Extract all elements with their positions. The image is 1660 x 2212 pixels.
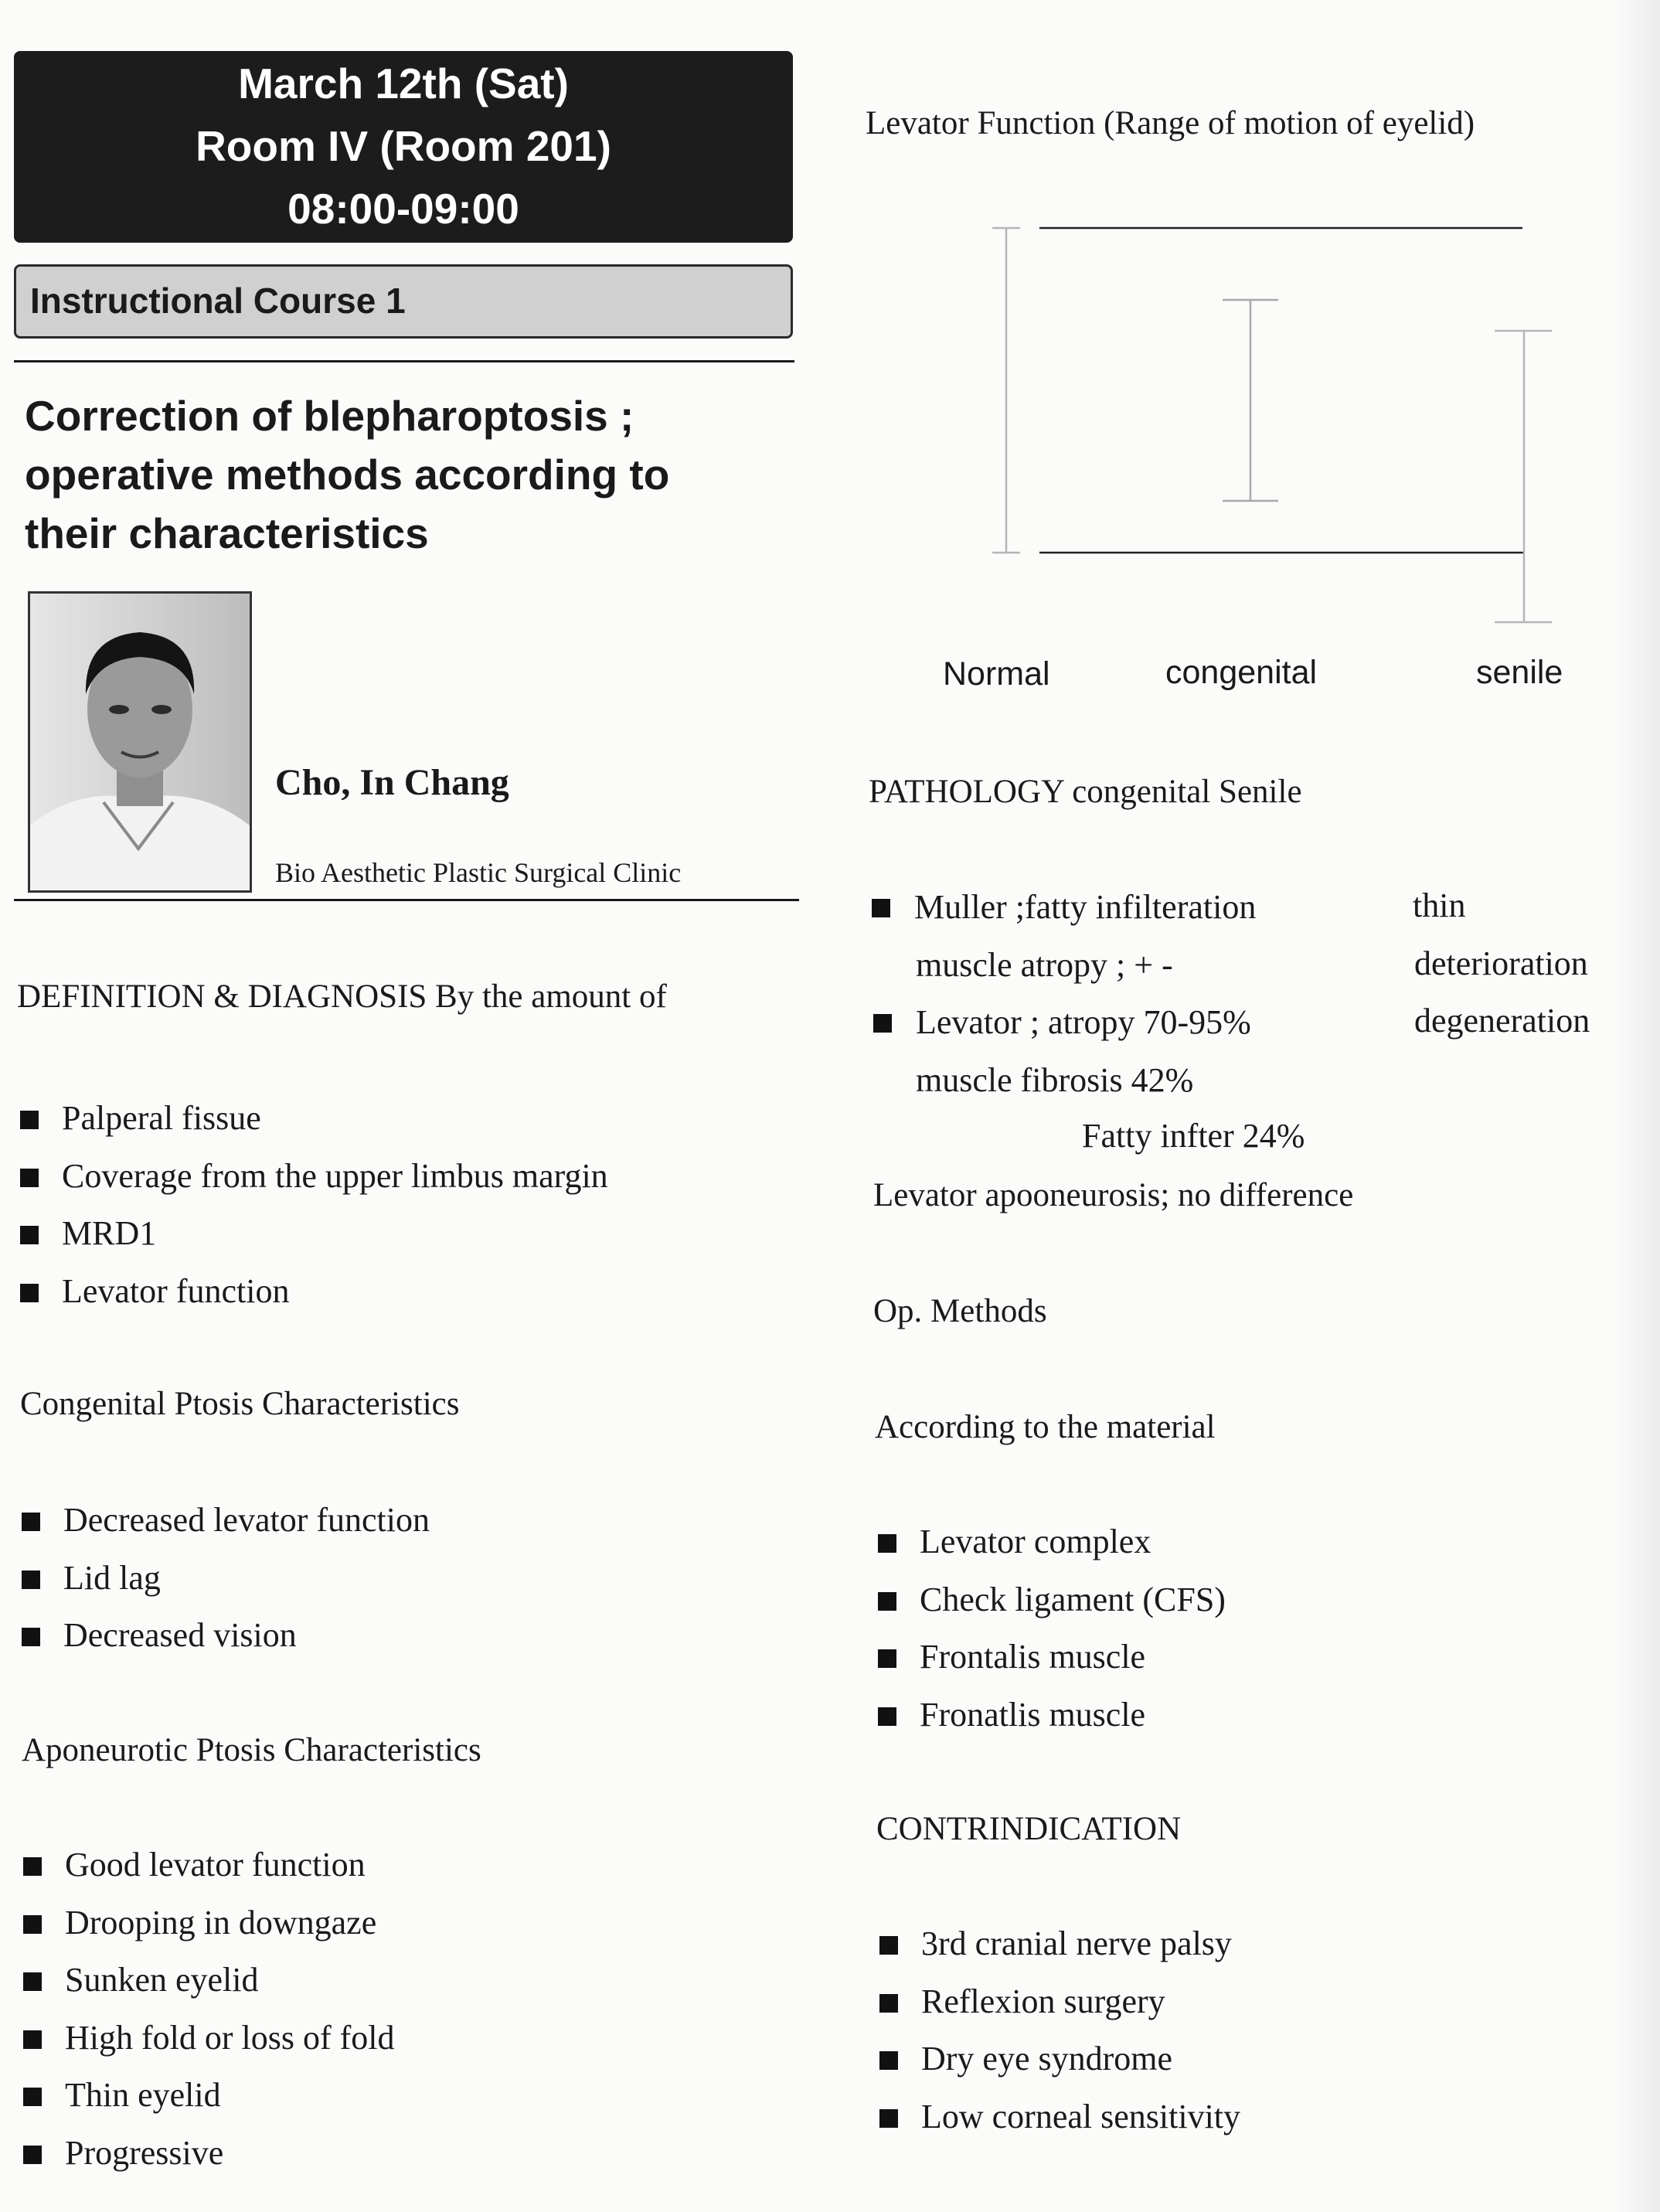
list-item: Coverage from the upper limbus margin [20, 1148, 608, 1206]
pathology-cell: thin [1413, 887, 1466, 924]
author-name: Cho, In Chang [275, 762, 509, 803]
list-item: Dry eye syndrome [879, 2030, 1240, 2088]
list-item: Decreased vision [22, 1607, 430, 1665]
course-label: Instructional Course 1 [14, 264, 793, 339]
bullet-icon [873, 1014, 892, 1033]
list-item: Lid lag [22, 1550, 430, 1608]
author-affiliation: Bio Aesthetic Plastic Surgical Clinic [275, 857, 682, 888]
page-title [25, 386, 798, 563]
list-item: Drooping in downgaze [23, 1894, 395, 1952]
page-edge-shadow [1615, 0, 1660, 2212]
pathology-cell: muscle fibrosis 42% [916, 1061, 1194, 1099]
pathology-cell: Muller ;fatty infilteration [914, 888, 1257, 926]
definition-list [20, 1090, 608, 1320]
category-label-senile: senile [1476, 654, 1563, 691]
pathology-cell: deterioration [1414, 944, 1588, 982]
session-date: March 12th (Sat) [238, 60, 569, 107]
list-item: Palperal fissue [20, 1090, 608, 1148]
list-item: 3rd cranial nerve palsy [879, 1915, 1240, 1973]
list-item: Check ligament (CFS) [878, 1571, 1226, 1629]
list-item: Good levator function [23, 1836, 395, 1894]
normal-range-bracket [992, 228, 1020, 553]
list-item: Progressive [23, 2125, 395, 2183]
title-divider-top [14, 360, 794, 362]
congenital-range-bracket [1223, 300, 1278, 501]
senile-range-bracket [1495, 331, 1552, 622]
pathology-cell: Levator ; atropy 70-95% [916, 1003, 1251, 1041]
bullet-icon [872, 899, 890, 917]
contraindication-list [879, 1915, 1240, 2146]
pathology-cell: muscle atropy ; + - [916, 946, 1173, 984]
definition-heading: DEFINITION & DIAGNOSIS By the amount of [17, 978, 667, 1015]
list-item: MRD1 [20, 1205, 608, 1263]
list-item: High fold or loss of fold [23, 2010, 395, 2067]
author-divider [14, 899, 799, 901]
title-line-1: Correction of blepharoptosis ; [25, 392, 634, 440]
aponeurotic-list [23, 1836, 395, 2182]
pathology-heading: PATHOLOGY congenital Senile [869, 774, 1302, 810]
congenital-list [22, 1492, 430, 1665]
session-time: 08:00-09:00 [287, 185, 519, 233]
list-item: Levator function [20, 1263, 608, 1321]
levator-function-title: Levator Function (Range of motion of eyelid) [866, 105, 1475, 141]
aponeurotic-heading: Aponeurotic Ptosis Characteristics [22, 1732, 481, 1768]
aponeurosis-note: Levator apooneurosis; no difference [873, 1177, 1354, 1213]
material-list [878, 1513, 1226, 1744]
list-item: Frontalis muscle [878, 1628, 1226, 1686]
session-info-box [14, 51, 793, 243]
title-line-3: their characteristics [25, 509, 429, 557]
list-item: Sunken eyelid [23, 1952, 395, 2010]
list-item: Thin eyelid [23, 2067, 395, 2125]
category-label-congenital: congenital [1165, 654, 1318, 691]
levator-function-diagram [974, 216, 1561, 634]
session-room: Room IV (Room 201) [196, 122, 611, 170]
congenital-heading: Congenital Ptosis Characteristics [20, 1386, 460, 1422]
portrait-image [30, 594, 250, 890]
category-label-normal: Normal [943, 655, 1050, 693]
list-item: Fronatlis muscle [878, 1686, 1226, 1744]
title-line-2: operative methods according to [25, 451, 670, 499]
author-photo [28, 591, 252, 893]
list-item: Decreased levator function [22, 1492, 430, 1550]
pathology-cell: Fatty infter 24% [1082, 1117, 1305, 1155]
contraindication-heading: CONTRINDICATION [876, 1811, 1182, 1847]
list-item: Reflexion surgery [879, 1973, 1240, 2031]
op-methods-heading: Op. Methods [873, 1293, 1047, 1329]
pathology-cell: degeneration [1414, 1002, 1590, 1040]
list-item: Low corneal sensitivity [879, 2088, 1240, 2146]
list-item: Levator complex [878, 1513, 1226, 1571]
material-heading: According to the material [875, 1409, 1216, 1445]
